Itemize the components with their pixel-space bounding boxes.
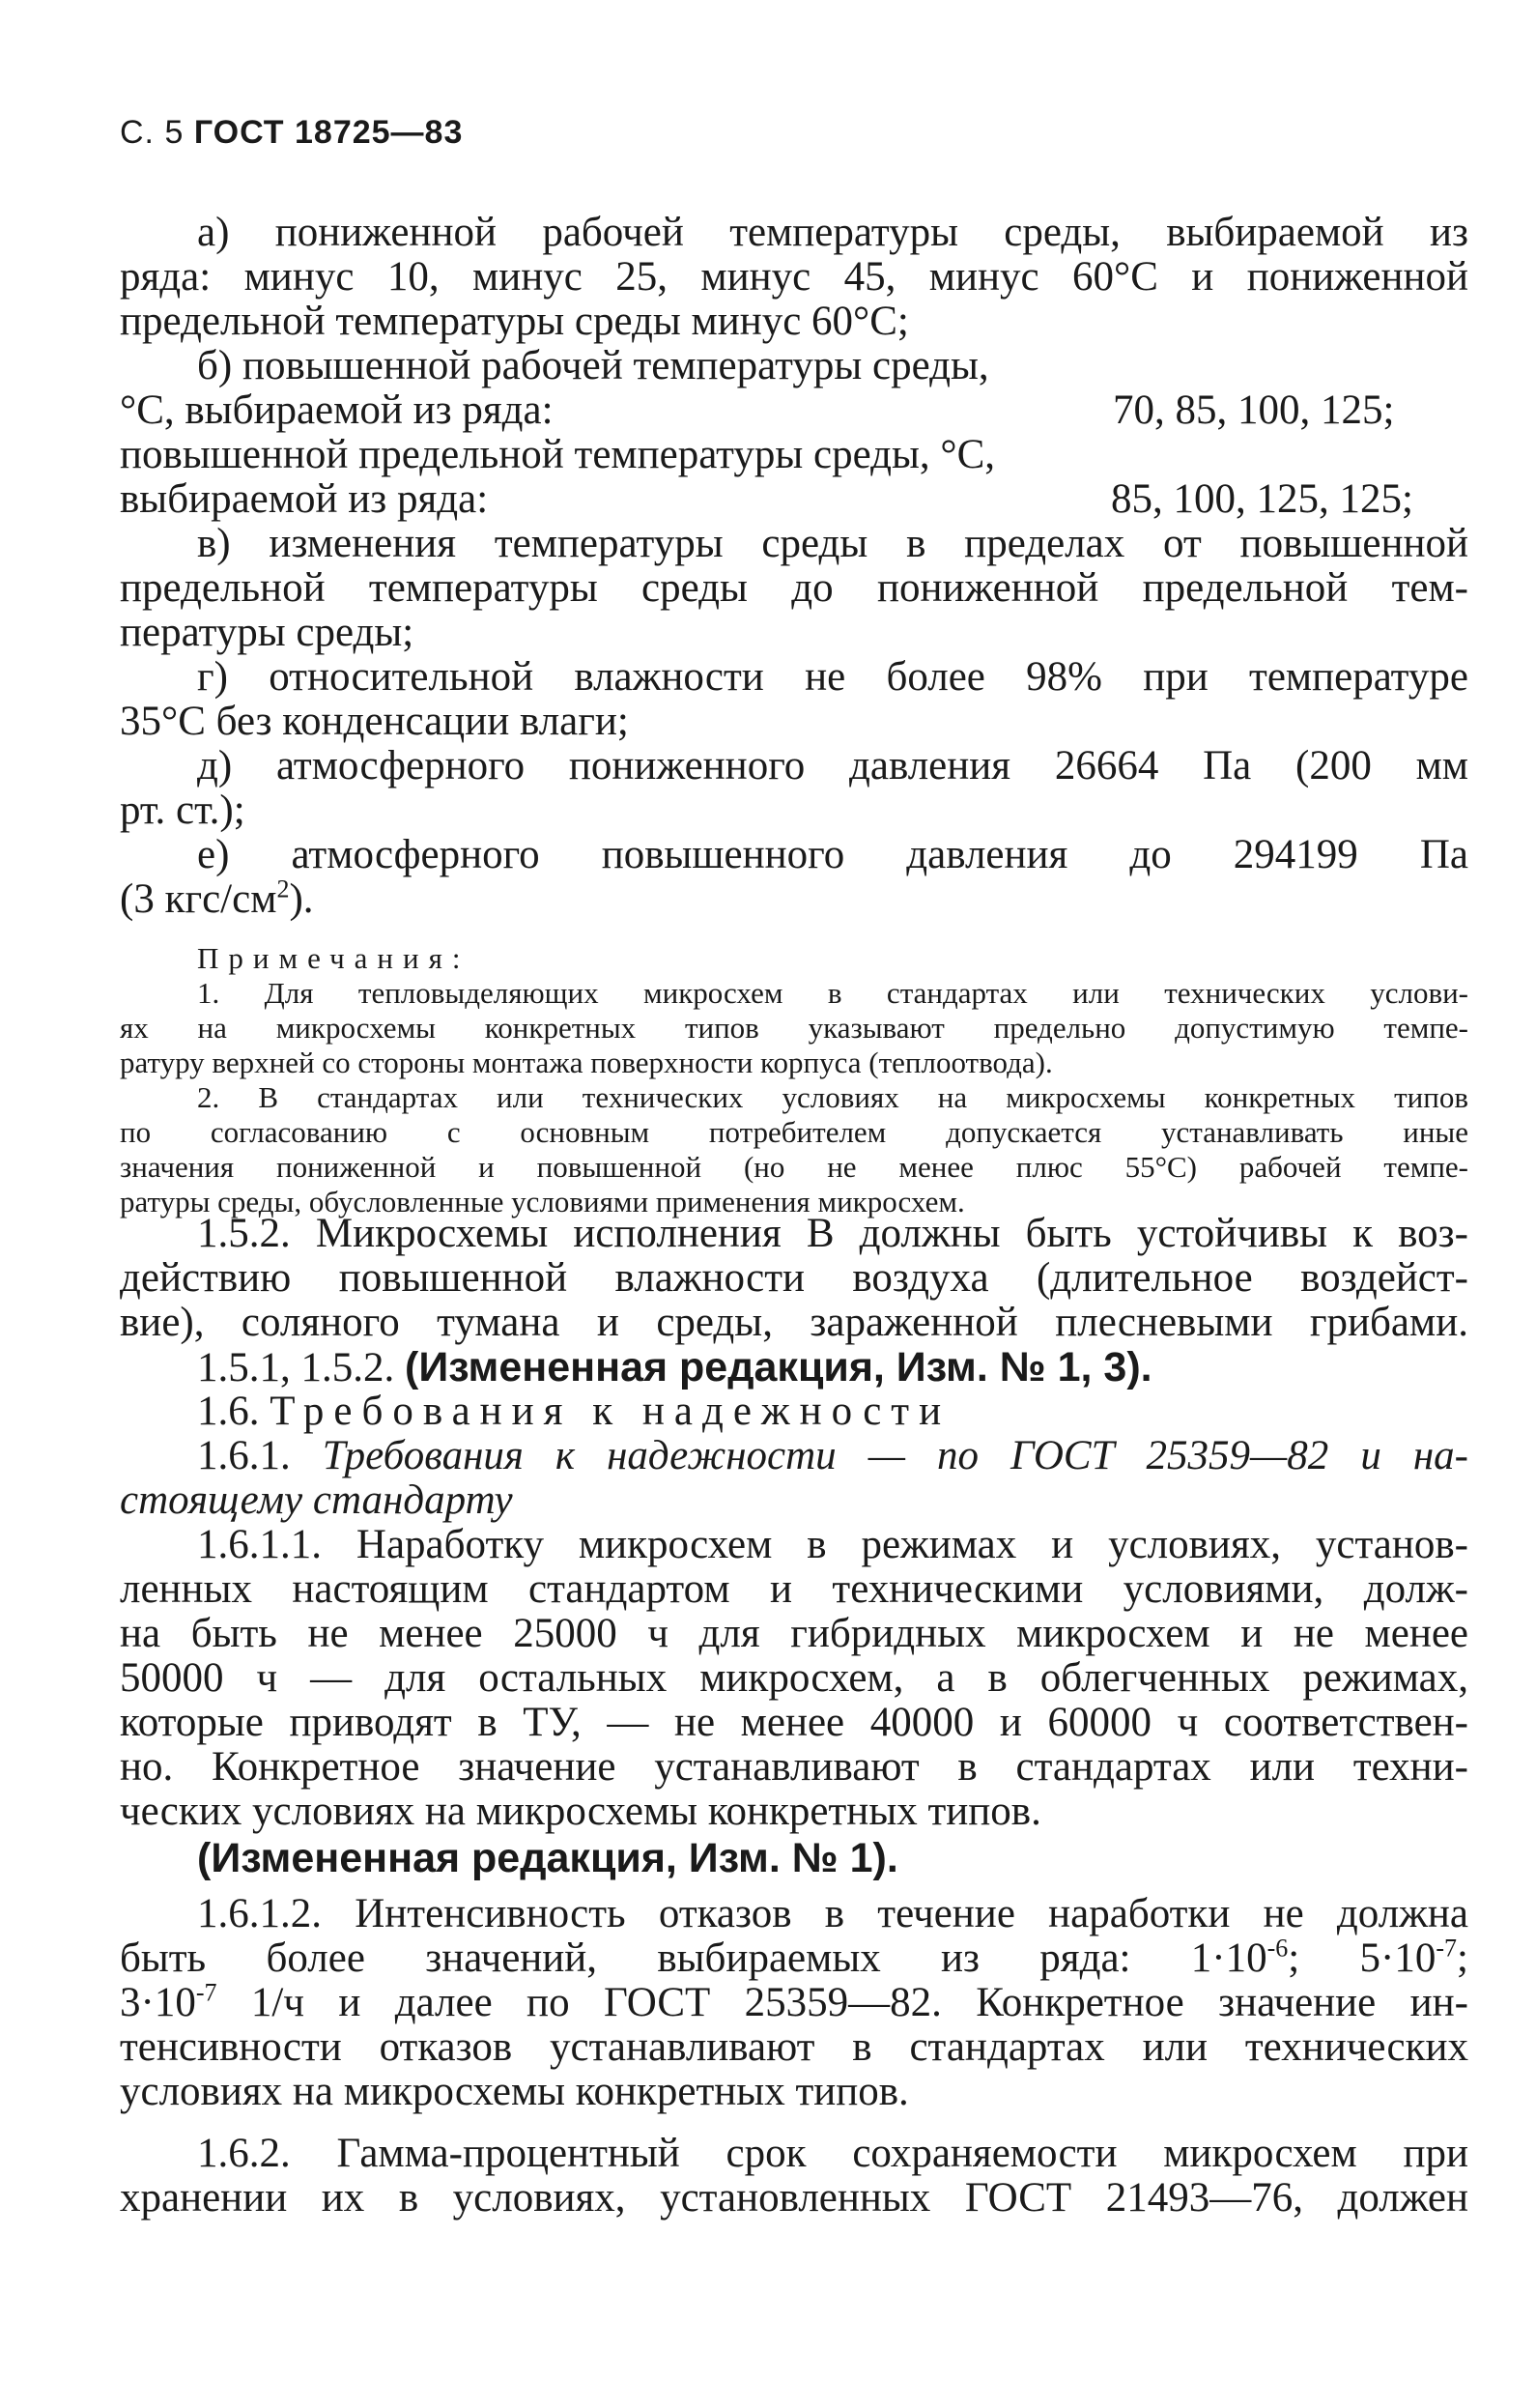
page-header	[120, 114, 463, 152]
amendment-note-2: (Измененная редакция, Изм. № 1).	[197, 1835, 898, 1881]
para-d-line-1: д) атмосферного пониженного давления 26664 Па (200 мм	[197, 743, 1468, 788]
para-v-line-1: в) изменения температуры среды в пределах от повышенной	[197, 521, 1468, 566]
section-1-5-2-line-1: 1.5.2. Микросхемы исполнения В должны быть устойчивы к воз-	[197, 1211, 1468, 1256]
section-1-6-1-2-line-2	[120, 1935, 1468, 1983]
para-g-line-1: г) относительной влажности не более 98% при температуре	[197, 654, 1468, 700]
section-1-6-1-number: 1.6.1.	[197, 1433, 291, 1478]
section-1-6-title: Требования к надежности	[270, 1389, 952, 1434]
para-e-line-1: е) атмосферного повышенного давления до 294199 Па	[197, 832, 1468, 877]
para-b-line-2-right: 70, 85, 100, 125;	[1113, 387, 1395, 433]
standard-id: ГОСТ 18725—83	[193, 114, 464, 151]
notes-title: Примечания:	[197, 941, 470, 975]
failure-rate-value: 3·10	[120, 1980, 196, 2025]
para-e-line-2-end: ).	[289, 876, 314, 922]
section-1-6-1-1-line-1: 1.6.1.1. Наработку микросхем в режимах и условиях, установ-	[197, 1522, 1468, 1567]
para-d-line-2: рт. ст.);	[120, 788, 245, 833]
section-1-6-1-1-line-5: которые приводят в ТУ, — не менее 40000 и 60000 ч соответствен-	[120, 1700, 1468, 1745]
note-2-line-4: ратуры среды, обусловленные условиями применения микросхем.	[120, 1185, 965, 1218]
section-1-6-1-1-line-4: 50000 ч — для остальных микросхем, а в облегченных режимах,	[120, 1655, 1468, 1701]
page-number: С. 5	[120, 114, 185, 151]
para-b-line-4-right: 85, 100, 125, 125;	[1111, 476, 1413, 522]
exponent: -7	[1436, 1934, 1458, 1963]
section-1-6-1-2-line-5: условиях на микросхемы конкретных типов.	[120, 2069, 909, 2114]
para-b-line-4-left: выбираемой из ряда:	[120, 476, 489, 522]
section-1-6-2-line-2: хранении их в условиях, установленных ГОСТ 21493—76, должен	[120, 2175, 1468, 2221]
para-b-line-2-left: °С, выбираемой из ряда:	[120, 387, 554, 433]
note-2-line-2: по согласованию с основным потребителем допускается устанавливать иные	[120, 1115, 1468, 1149]
section-1-6-2-line-1: 1.6.2. Гамма-процентный срок сохраняемости микросхем при	[197, 2131, 1468, 2176]
para-v-line-2: предельной температуры среды до пониженной предельной тем-	[120, 565, 1468, 611]
section-1-5-2-line-3: вие), соляного тумана и среды, зараженной плесневыми грибами.	[120, 1300, 1468, 1345]
note-2-line-1: 2. В стандартах или технических условиях на микросхемы конкретных типов	[197, 1080, 1468, 1114]
note-1-line-2: ях на микросхемы конкретных типов указывают предельно допустимую темпе-	[120, 1011, 1468, 1045]
section-1-6-1-1-line-6: но. Конкретное значение устанавливают в стандартах или техни-	[120, 1744, 1468, 1790]
failure-rate-series-end: ;	[1457, 1935, 1468, 1981]
exponent: -6	[1266, 1934, 1289, 1963]
para-a-line-2: ряда: минус 10, минус 25, минус 45, минус 60°С и пониженной	[120, 254, 1468, 300]
failure-rate-text: 1/ч и далее по ГОСТ 25359—82. Конкретное значение ин-	[216, 1980, 1468, 2025]
section-1-6-1-1-line-7: ческих условиях на микросхемы конкретных типов.	[120, 1789, 1041, 1834]
para-e-line-2	[120, 875, 314, 924]
amendment-sections: 1.5.1, 1.5.2.	[197, 1345, 395, 1390]
failure-rate-series-text: быть более значений, выбираемых из ряда: 1·10	[120, 1935, 1267, 1981]
section-1-6-1-italic: Требования к надежности — по ГОСТ 25359—82 и на-	[322, 1433, 1468, 1478]
amendment-note-1	[197, 1343, 1152, 1392]
para-a-line-3: предельной температуры среды минус 60°С;	[120, 299, 909, 344]
section-1-6-1-line-1	[197, 1432, 1468, 1480]
section-1-6-1-2-line-1: 1.6.1.2. Интенсивность отказов в течение наработки не должна	[197, 1891, 1468, 1936]
superscript: 2	[276, 874, 290, 903]
note-2-line-3: значения пониженной и повышенной (но не менее плюс 55°С) рабочей темпе-	[120, 1150, 1468, 1184]
failure-rate-series-mid: ; 5·10	[1288, 1935, 1436, 1981]
section-1-6-1-2-line-3	[120, 1979, 1468, 2027]
para-v-line-3: пературы среды;	[120, 610, 414, 655]
amendment-text: (Измененная редакция, Изм. № 1, 3).	[405, 1344, 1152, 1390]
section-1-6-number: 1.6.	[197, 1389, 260, 1434]
section-1-6-1-1-line-2: ленных настоящим стандартом и техническими условиями, долж-	[120, 1566, 1468, 1612]
section-1-6-heading	[197, 1388, 951, 1436]
section-1-6-1-line-2: стоящему стандарту	[120, 1477, 513, 1523]
note-1-line-3: ратуру верхней со стороны монтажа поверхности корпуса (теплоотвода).	[120, 1046, 1053, 1079]
section-1-6-1-2-line-4: тенсивности отказов устанавливают в стандартах или технических	[120, 2024, 1468, 2070]
para-a-line-1: а) пониженной рабочей температуры среды, выбираемой из	[197, 210, 1468, 255]
para-e-line-2-text: (3 кгс/см	[120, 876, 277, 922]
exponent: -7	[195, 1978, 217, 2007]
para-g-line-2: 35°С без конденсации влаги;	[120, 699, 629, 744]
para-b-line-3: повышенной предельной температуры среды, °С,	[120, 432, 996, 477]
note-1-line-1: 1. Для тепловыделяющих микросхем в стандартах или технических услови-	[197, 976, 1468, 1010]
section-1-5-2-line-2: действию повышенной влажности воздуха (длительное воздейст-	[120, 1255, 1468, 1301]
para-b-line-1: б) повышенной рабочей температуры среды,	[197, 343, 989, 388]
section-1-6-1-1-line-3: на быть не менее 25000 ч для гибридных микросхем и не менее	[120, 1611, 1468, 1656]
